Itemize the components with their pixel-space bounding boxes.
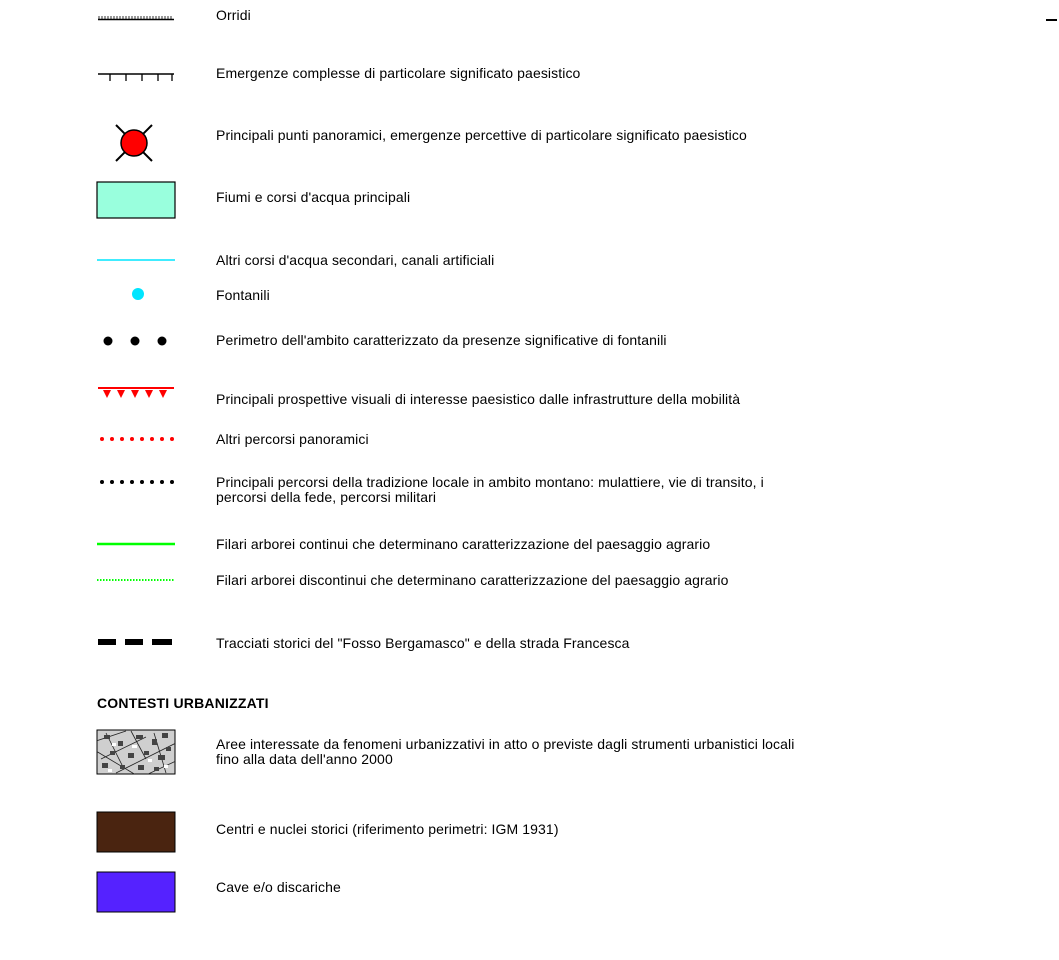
cyan-line-icon <box>96 258 176 262</box>
red-dotted-line-icon <box>96 435 176 443</box>
green-dashed-line-icon <box>96 578 176 582</box>
legend-label: Tracciati storici del "Fosso Bergamasco" e della strada Francesca <box>216 635 630 651</box>
legend-label: Filari arborei continui che determinano caratterizzazione del paesaggio agrario <box>216 536 711 552</box>
black-dashes-icon <box>96 638 176 646</box>
legend-label: Altri percorsi panoramici <box>216 431 369 447</box>
legend-label: Emergenze complesse di particolare significato paesistico <box>216 65 581 81</box>
red-arrow-line-icon <box>96 386 176 400</box>
violet-rectangle-icon <box>96 871 176 913</box>
aqua-rectangle-icon <box>96 181 176 219</box>
legend-label: Altri corsi d'acqua secondari, canali artificiali <box>216 252 495 268</box>
brown-rectangle-icon <box>96 811 176 853</box>
tick-line-icon <box>96 72 176 82</box>
legend-label: Principali punti panoramici, emergenze percettive di particolare significato paesistico <box>216 127 747 143</box>
cyan-dot-icon <box>96 287 176 303</box>
corner-dash <box>1046 19 1057 21</box>
legend-label: Orridi <box>216 7 251 23</box>
legend-label: Principali prospettive visuali di interesse paesistico dalle infrastrutture della mobilità <box>216 391 741 407</box>
green-line-icon <box>96 542 176 546</box>
urban-texture-icon <box>96 729 176 775</box>
legend-label: Aree interessate da fenomeni urbanizzativi in atto o previste dagli strumenti urbanistici locali fino alla data dell'anno 2000 <box>216 736 795 767</box>
legend-label: Centri e nuclei storici (riferimento perimetri: IGM 1931) <box>216 821 559 837</box>
red-crossed-circle-icon <box>96 122 176 164</box>
black-dots-icon <box>96 335 176 347</box>
legend-label: Fiumi e corsi d'acqua principali <box>216 189 411 205</box>
legend-label: Filari arborei discontinui che determinano caratterizzazione del paesaggio agrario <box>216 572 729 588</box>
black-dotted-line-icon <box>96 478 176 486</box>
section-heading: CONTESTI URBANIZZATI <box>97 695 269 711</box>
legend-label: Principali percorsi della tradizione locale in ambito montano: mulattiere, vie di transito, i percorsi della fede, percorsi militari <box>216 474 764 505</box>
legend-label: Fontanili <box>216 287 270 303</box>
hatched-line-icon <box>96 15 176 21</box>
legend-label: Perimetro dell'ambito caratterizzato da presenze significative di fontanili <box>216 332 667 348</box>
legend-label: Cave e/o discariche <box>216 879 341 895</box>
